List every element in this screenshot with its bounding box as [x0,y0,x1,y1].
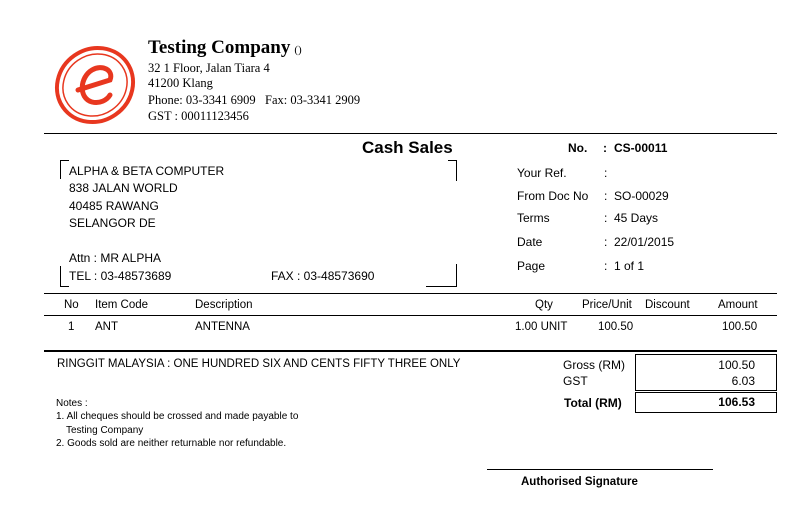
column-header-discount: Discount [645,299,690,311]
gross-value: 100.50 [718,358,755,372]
notes-line-2: Testing Company [66,425,144,436]
table-bottom-line [44,350,777,352]
field-label-page: Page [517,259,546,273]
company-address-1: 32 1 Floor, Jalan Tiara 4 [148,61,270,75]
customer-address-3: SELANGOR DE [69,216,156,230]
address-bracket-bottom-left [60,266,69,287]
customer-attn: Attn : MR ALPHA [69,251,162,265]
company-address-2: 41200 Klang [148,76,213,90]
cell-amount: 100.50 [722,321,758,333]
field-colon: : [604,259,608,273]
document-no-label: No. [568,141,588,155]
column-header-price: Price/Unit [582,299,632,311]
field-value-from-doc: SO-00029 [614,189,669,203]
company-logo [52,40,138,130]
column-header-item-code: Item Code [95,299,149,311]
field-value-terms: 45 Days [614,211,659,225]
column-header-description: Description [195,299,253,311]
cell-price: 100.50 [598,321,634,333]
cell-no: 1 [68,321,75,333]
customer-name: ALPHA & BETA COMPUTER [69,164,225,178]
field-label-your-ref: Your Ref. [517,166,567,180]
customer-address-2: 40485 RAWANG [69,199,159,213]
header-divider [44,133,777,134]
field-label-date: Date [517,235,543,249]
document-title: Cash Sales [362,138,453,157]
field-colon: : [604,235,608,249]
company-gst: GST : 00011123456 [148,109,249,123]
total-value: 106.53 [718,395,755,409]
field-value-date: 22/01/2015 [614,235,675,249]
table-header-bottom-line [44,315,777,316]
column-header-no: No [64,299,79,311]
cell-description: ANTENNA [195,321,250,333]
notes-heading: Notes : [56,398,88,409]
total-label: Total (RM) [564,396,622,410]
field-colon: : [604,189,608,203]
signature-label: Authorised Signature [521,476,638,488]
notes-line-1: 1. All cheques should be crossed and made payable to [56,411,299,422]
column-header-qty: Qty [535,299,553,311]
cell-qty: 1.00 UNIT [515,321,568,333]
column-header-amount: Amount [718,299,758,311]
field-label-from-doc: From Doc No [517,189,589,203]
address-bracket-top-right [448,160,457,181]
gst-label: GST [563,374,588,388]
company-name: Testing Company () [148,37,302,58]
field-value-page: 1 of 1 [614,259,645,273]
gross-label: Gross (RM) [563,358,625,372]
document-no-colon: : [603,141,607,155]
customer-fax: FAX : 03-48573690 [271,269,375,283]
company-phone-fax: Phone: 03-3341 6909 Fax: 03-3341 2909 [148,93,361,107]
document-no-value: CS-00011 [614,141,668,155]
table-header-top-line [44,293,777,294]
gst-value: 6.03 [731,374,755,388]
customer-tel: TEL : 03-48573689 [69,269,172,283]
amount-in-words: RINGGIT MALAYSIA : ONE HUNDRED SIX AND CENTS FIFTY THREE ONLY [57,358,461,370]
address-bracket-top-left [60,160,69,179]
customer-address-1: 838 JALAN WORLD [69,181,178,195]
cell-item-code: ANT [95,321,118,333]
address-bracket-bottom-right [426,264,457,287]
field-label-terms: Terms [517,211,550,225]
field-colon: : [604,211,608,225]
field-colon: : [604,166,608,180]
notes-line-3: 2. Goods sold are neither returnable nor refundable. [56,438,287,449]
signature-line [487,469,713,470]
